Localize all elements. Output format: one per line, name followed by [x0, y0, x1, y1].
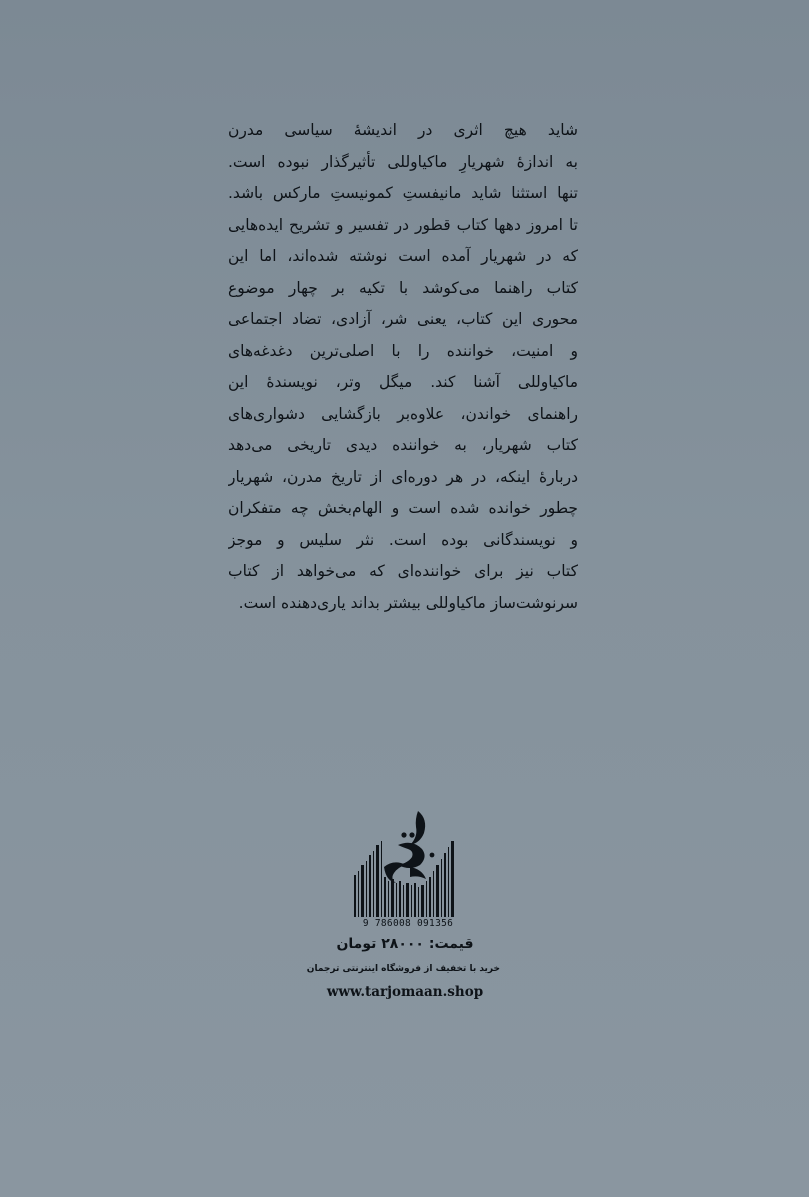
blurb-line: کتاب شهریار، به خواننده دیدی تاریخی می‌دهد	[228, 436, 578, 454]
publisher-logo-barcode	[340, 805, 470, 980]
blurb-line: به اندازهٔ شهریارِ ماکیاوللی تأثیرگذار نبوده است.	[228, 152, 578, 171]
blurb-line: سرنوشت‌ساز ماکیاوللی بیشتر بداند یاری‌دهنده است.	[238, 593, 578, 612]
blurb-line: کتاب راهنما می‌کوشد با تکیه بر چهار موضوع	[228, 278, 578, 297]
tarjoman-logo-icon	[340, 805, 470, 920]
blurb-line: که در شهریار آمده است نوشته شده‌اند، اما این	[228, 247, 578, 265]
blurb-line: چطور خوانده شده است و الهام‌بخش چه متفکران	[228, 499, 578, 517]
blurb-line: دربارهٔ اینکه، در هر دوره‌ای از تاریخ مدرن، شهریار	[228, 467, 578, 486]
blurb-text	[228, 115, 578, 619]
price-label: قیمت: ۲۸۰۰۰ تومان	[336, 936, 474, 952]
online-store-note: خرید با تخفیف از فروشگاه اینترنتی ترجمان	[306, 964, 500, 974]
blurb-line: ماکیاوللی آشنا کند. میگل وتر، نویسندهٔ این	[228, 373, 578, 391]
blurb-line: محوری این کتاب، یعنی شر، آزادی، تضاد اجتماعی	[228, 310, 578, 328]
blurb-line: و امنیت، خواننده را با اصلی‌ترین دغدغه‌های	[228, 341, 578, 360]
blurb-line: تنها استثنا شاید مانیفستِ کمونیستِ مارکس باشد.	[228, 184, 578, 202]
isbn-digits: 9 786008 091356	[362, 918, 454, 929]
blurb-line: کتاب نیز برای خواننده‌ای که می‌خواهد از کتاب	[228, 562, 578, 580]
blurb-line: تا امروز دهها کتاب قطور در تفسیر و تشریح ایده‌هایی	[228, 215, 578, 234]
website-url: www.tarjomaan.shop	[326, 984, 484, 1000]
blurb-line: راهنمای خواندن، علاوه‌بر بازگشایی دشواری‌های	[228, 404, 578, 423]
blurb-line: و نویسندگانی بوده است. نثر سلیس و موجز	[228, 530, 578, 549]
blurb-line: شاید هیچ اثری در اندیشهٔ سیاسی مدرن	[228, 121, 578, 139]
